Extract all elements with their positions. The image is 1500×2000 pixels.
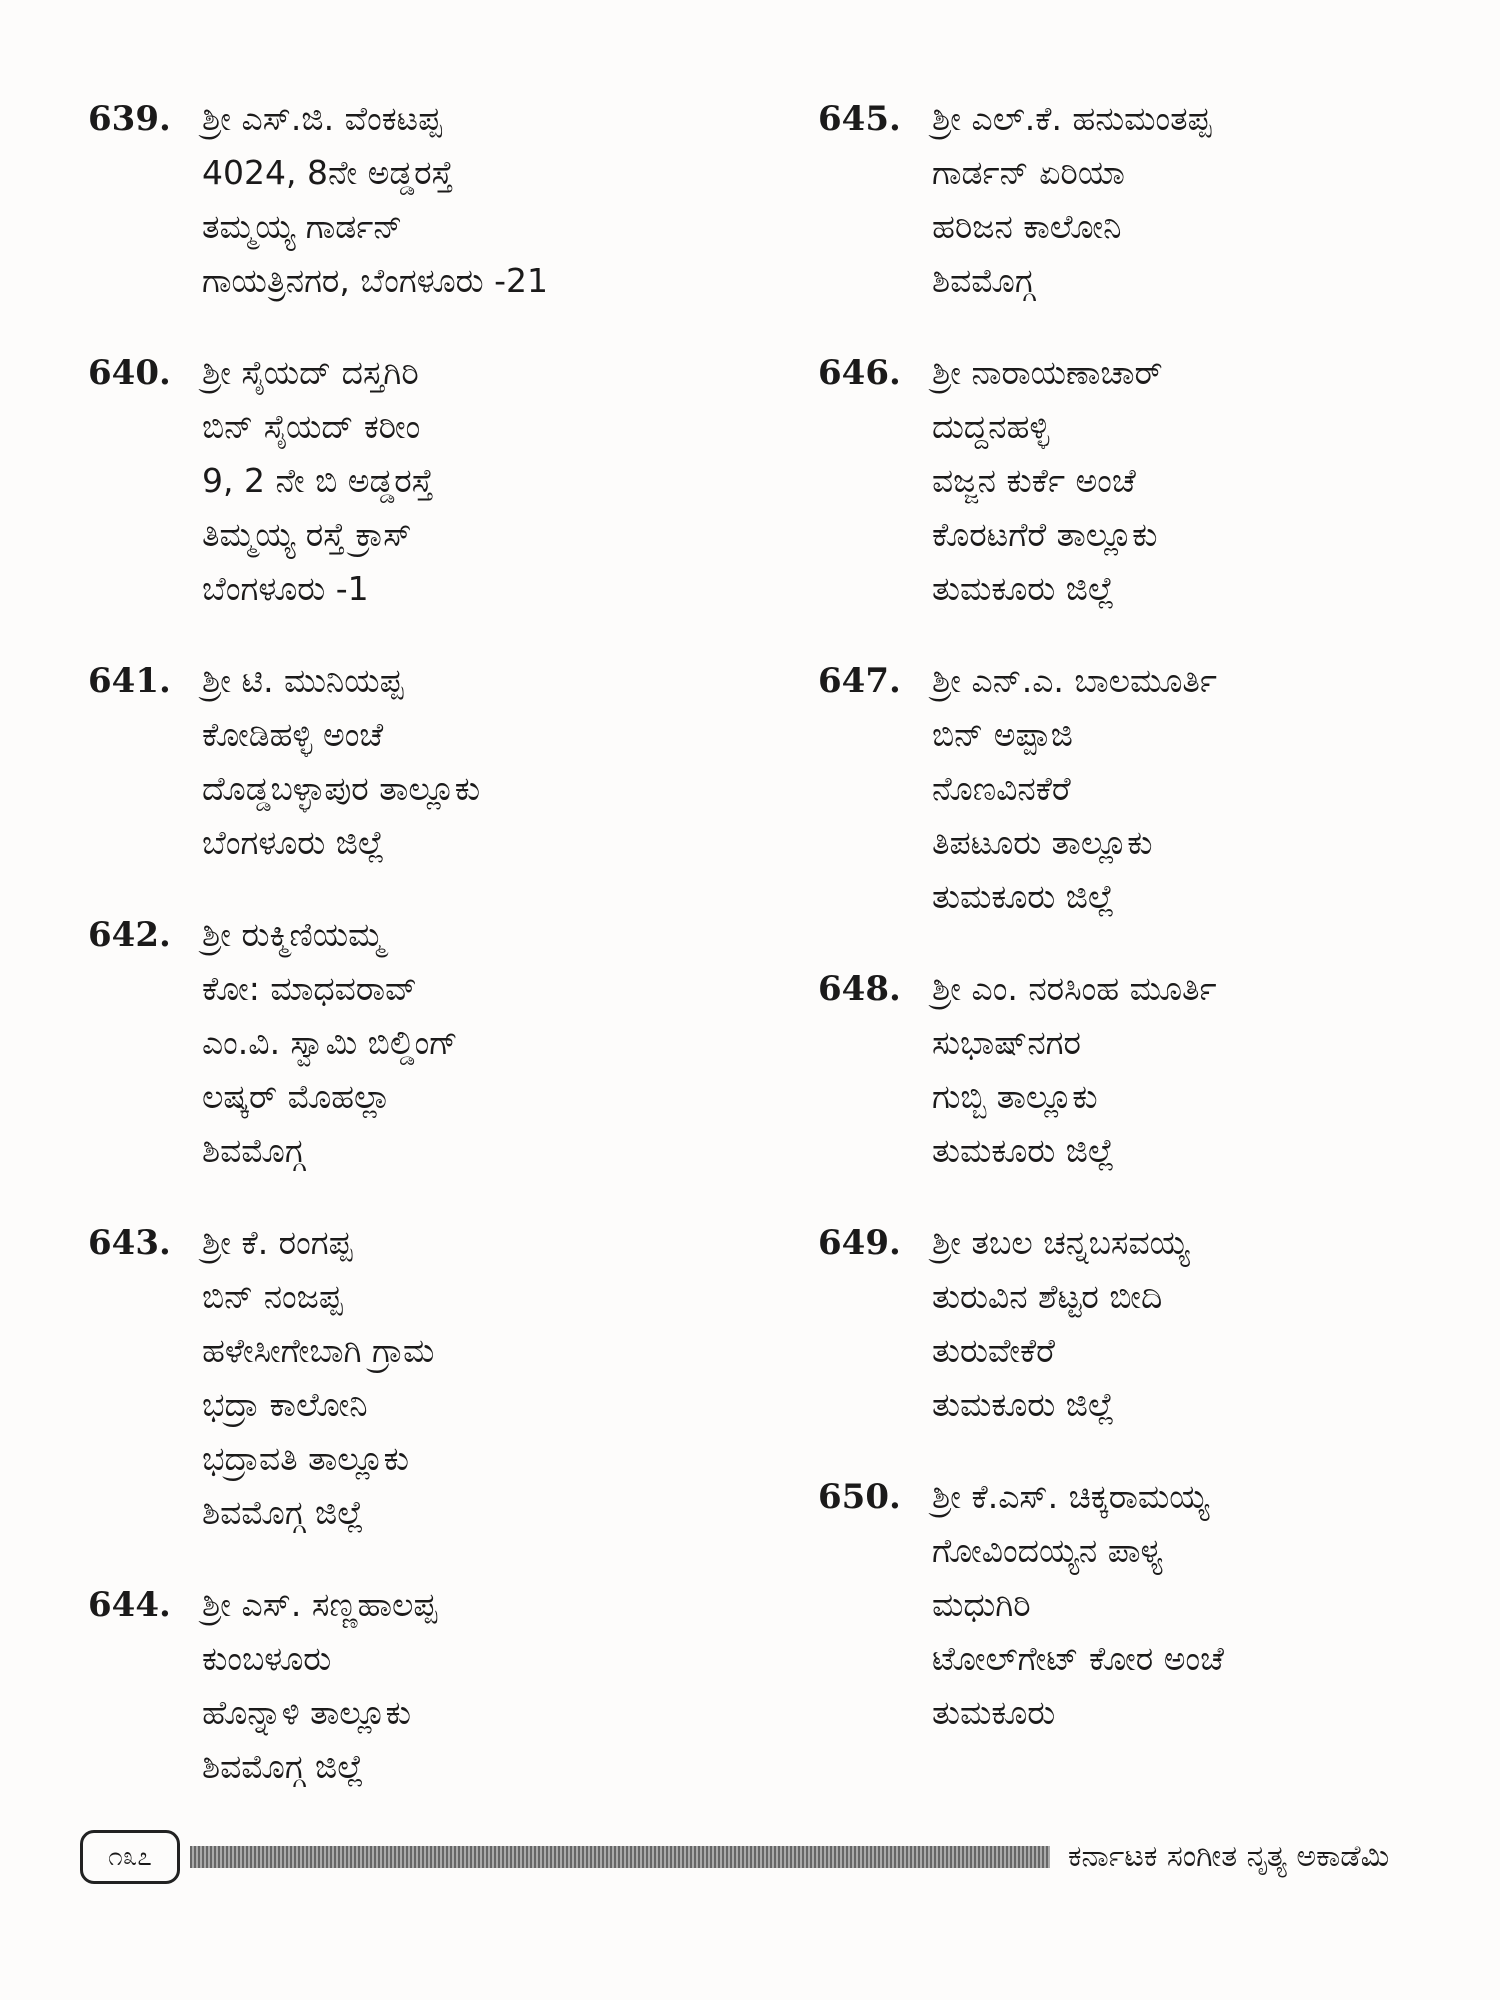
entry-address xyxy=(932,1470,1438,1740)
address-line: ಶಿವಮೊಗ್ಗ ಜಿಲ್ಲೆ xyxy=(202,1747,364,1786)
address-line: 4024, 8ನೇ ಅಡ್ಡರಸ್ತೆ xyxy=(202,153,454,192)
address-line: ತುಮಕೂರು xyxy=(932,1693,1056,1732)
entry-name: ಶ್ರೀ ಎಂ. ನರಸಿಂಹ ಮೂರ್ತಿ xyxy=(932,969,1217,1008)
entry-address xyxy=(202,1216,748,1540)
address-line: ಹಳೇಸೀಗೇಬಾಗಿ ಗ್ರಾಮ xyxy=(202,1331,435,1370)
address-line: ತುರುವಿನ ಶೆಟ್ಟರ ಬೀದಿ xyxy=(932,1277,1163,1316)
address-line: ದೊಡ್ಡಬಳ್ಳಾಪುರ ತಾಲ್ಲೂಕು xyxy=(202,769,481,808)
directory-entry xyxy=(818,346,1438,616)
address-line: ವಜ್ಜನ ಕುರ್ಕೆ ಅಂಚೆ xyxy=(932,461,1136,500)
directory-entry xyxy=(818,92,1438,308)
entry-address xyxy=(202,654,748,870)
entry-address xyxy=(202,346,748,616)
address-line: ಹೊನ್ನಾಳಿ ತಾಲ್ಲೂಕು xyxy=(202,1693,412,1732)
directory-entry xyxy=(88,1578,748,1794)
entry-address xyxy=(932,962,1438,1178)
address-line: ತಮ್ಮಯ್ಯ ಗಾರ್ಡನ್ xyxy=(202,207,403,246)
address-line: ಶಿವಮೊಗ್ಗ ಜಿಲ್ಲೆ xyxy=(202,1493,364,1532)
entry-number: 649. xyxy=(818,1223,901,1263)
entry-name: ಶ್ರೀ ಕೆ. ರಂಗಪ್ಪ xyxy=(202,1223,353,1262)
right-column xyxy=(818,92,1438,1778)
entry-address xyxy=(202,92,748,308)
entry-name: ಶ್ರೀ ಕೆ.ಎಸ್. ಚಿಕ್ಕರಾಮಯ್ಯ xyxy=(932,1477,1210,1516)
entry-name: ಶ್ರೀ ಸೈಯದ್ ದಸ್ತಗಿರಿ xyxy=(202,353,419,392)
entry-number: 643. xyxy=(88,1223,171,1263)
address-line: ತುಮಕೂರು ಜಿಲ್ಲೆ xyxy=(932,1131,1115,1170)
entry-number: 647. xyxy=(818,661,901,701)
entry-number: 645. xyxy=(818,99,901,139)
entry-address xyxy=(202,908,748,1178)
address-line: ಭದ್ರಾವತಿ ತಾಲ್ಲೂಕು xyxy=(202,1439,409,1478)
page-number: ೧೩೭ xyxy=(80,1830,180,1884)
directory-entry xyxy=(818,1216,1438,1432)
address-line: ಟೋಲ್‌ಗೇಟ್ ಕೋರ ಅಂಚೆ xyxy=(932,1639,1224,1678)
entry-name: ಶ್ರೀ ಎನ್.ಎ. ಬಾಲಮೂರ್ತಿ xyxy=(932,661,1218,700)
address-line: ತುಮಕೂರು ಜಿಲ್ಲೆ xyxy=(932,877,1115,916)
directory-entry xyxy=(88,1216,748,1540)
address-line: ಕೋಡಿಹಳ್ಳಿ ಅಂಚೆ xyxy=(202,715,384,754)
address-line: ಗಾಯತ್ರಿನಗರ, ಬೆಂಗಳೂರು -21 xyxy=(202,261,549,300)
directory-entry xyxy=(88,92,748,308)
address-line: ಕೊರಟಗೆರೆ ತಾಲ್ಲೂಕು xyxy=(932,515,1158,554)
entry-name: ಶ್ರೀ ನಾರಾಯಣಾಚಾರ್ xyxy=(932,353,1163,392)
footer-rule xyxy=(190,1846,1050,1868)
address-line: ಕೋ: ಮಾಧವರಾವ್ xyxy=(202,969,417,1008)
directory-entry xyxy=(818,654,1438,924)
address-line: ಭದ್ರಾ ಕಾಲೋನಿ xyxy=(202,1385,368,1424)
address-line: ಬೆಂಗಳೂರು ಜಿಲ್ಲೆ xyxy=(202,823,385,862)
entry-address xyxy=(202,1578,748,1794)
directory-entry xyxy=(88,908,748,1178)
address-line: 9, 2 ನೇ ಬಿ ಅಡ್ಡರಸ್ತೆ xyxy=(202,461,434,500)
entry-name: ಶ್ರೀ ಎಸ್.ಜಿ. ವೆಂಕಟಪ್ಪ xyxy=(202,99,442,138)
entry-name: ಶ್ರೀ ಟಿ. ಮುನಿಯಪ್ಪ xyxy=(202,661,404,700)
entry-number: 650. xyxy=(818,1477,901,1517)
address-line: ಗೋವಿಂದಯ್ಯನ ಪಾಳ್ಯ xyxy=(932,1531,1163,1570)
address-line: ದುದ್ದನಹಳ್ಳಿ xyxy=(932,407,1050,446)
address-line: ನೊಣವಿನಕೆರೆ xyxy=(932,769,1071,808)
entry-number: 644. xyxy=(88,1585,171,1625)
address-line: ಬಿನ್ ನಂಜಪ್ಪ xyxy=(202,1277,343,1316)
page-footer xyxy=(80,1830,1480,1884)
directory-entry xyxy=(88,346,748,616)
address-line: ಬೆಂಗಳೂರು -1 xyxy=(202,569,369,608)
entry-address xyxy=(932,654,1438,924)
address-line: ತುರುವೇಕೆರೆ xyxy=(932,1331,1055,1370)
footer-title: ಕರ್ನಾಟಕ ಸಂಗೀತ ನೃತ್ಯ ಅಕಾಡೆಮಿ xyxy=(1068,1839,1390,1874)
directory-entry xyxy=(818,962,1438,1178)
entry-name: ಶ್ರೀ ಎಸ್. ಸಣ್ಣಹಾಲಪ್ಪ xyxy=(202,1585,438,1624)
address-line: ಬಿನ್ ಅಪ್ಪಾಜಿ xyxy=(932,715,1073,754)
address-line: ತುಮಕೂರು ಜಿಲ್ಲೆ xyxy=(932,569,1115,608)
address-line: ಮಧುಗಿರಿ xyxy=(932,1585,1031,1624)
directory-entry xyxy=(88,654,748,870)
address-line: ಕುಂಬಳೂರು xyxy=(202,1639,332,1678)
directory-entry xyxy=(818,1470,1438,1740)
address-line: ತಿಮ್ಮಯ್ಯ ರಸ್ತೆ ಕ್ರಾಸ್ xyxy=(202,515,412,554)
entry-number: 646. xyxy=(818,353,901,393)
entry-number: 640. xyxy=(88,353,171,393)
entry-name: ಶ್ರೀ ರುಕ್ಮಿಣಿಯಮ್ಮ xyxy=(202,915,384,954)
address-line: ಗುಬ್ಬಿ ತಾಲ್ಲೂಕು xyxy=(932,1077,1098,1116)
entry-address xyxy=(932,346,1438,616)
entry-name: ಶ್ರೀ ಎಲ್.ಕೆ. ಹನುಮಂತಪ್ಪ xyxy=(932,99,1212,138)
entry-number: 641. xyxy=(88,661,171,701)
address-line: ಹರಿಜನ ಕಾಲೋನಿ xyxy=(932,207,1122,246)
entry-number: 642. xyxy=(88,915,171,955)
entry-address xyxy=(932,92,1438,308)
address-line: ಶಿವಮೊಗ್ಗ xyxy=(932,261,1035,300)
entry-number: 639. xyxy=(88,99,171,139)
entry-number: 648. xyxy=(818,969,901,1009)
left-column xyxy=(88,92,748,1832)
address-line: ಶಿವಮೊಗ್ಗ xyxy=(202,1131,305,1170)
address-line: ಲಷ್ಕರ್ ಮೊಹಲ್ಲಾ xyxy=(202,1077,391,1116)
entry-name: ಶ್ರೀ ತಬಲ ಚನ್ನಬಸವಯ್ಯ xyxy=(932,1223,1190,1262)
address-line: ತಿಪಟೂರು ತಾಲ್ಲೂಕು xyxy=(932,823,1153,862)
address-line: ತುಮಕೂರು ಜಿಲ್ಲೆ xyxy=(932,1385,1115,1424)
address-line: ಸುಭಾಷ್‌ನಗರ xyxy=(932,1023,1081,1062)
address-line: ಎಂ.ವಿ. ಸ್ವಾಮಿ ಬಿಲ್ಡಿಂಗ್ xyxy=(202,1023,458,1062)
address-line: ಗಾರ್ಡನ್ ಏರಿಯಾ xyxy=(932,153,1125,192)
entry-address xyxy=(932,1216,1438,1432)
address-line: ಬಿನ್ ಸೈಯದ್ ಕರೀಂ xyxy=(202,407,421,446)
